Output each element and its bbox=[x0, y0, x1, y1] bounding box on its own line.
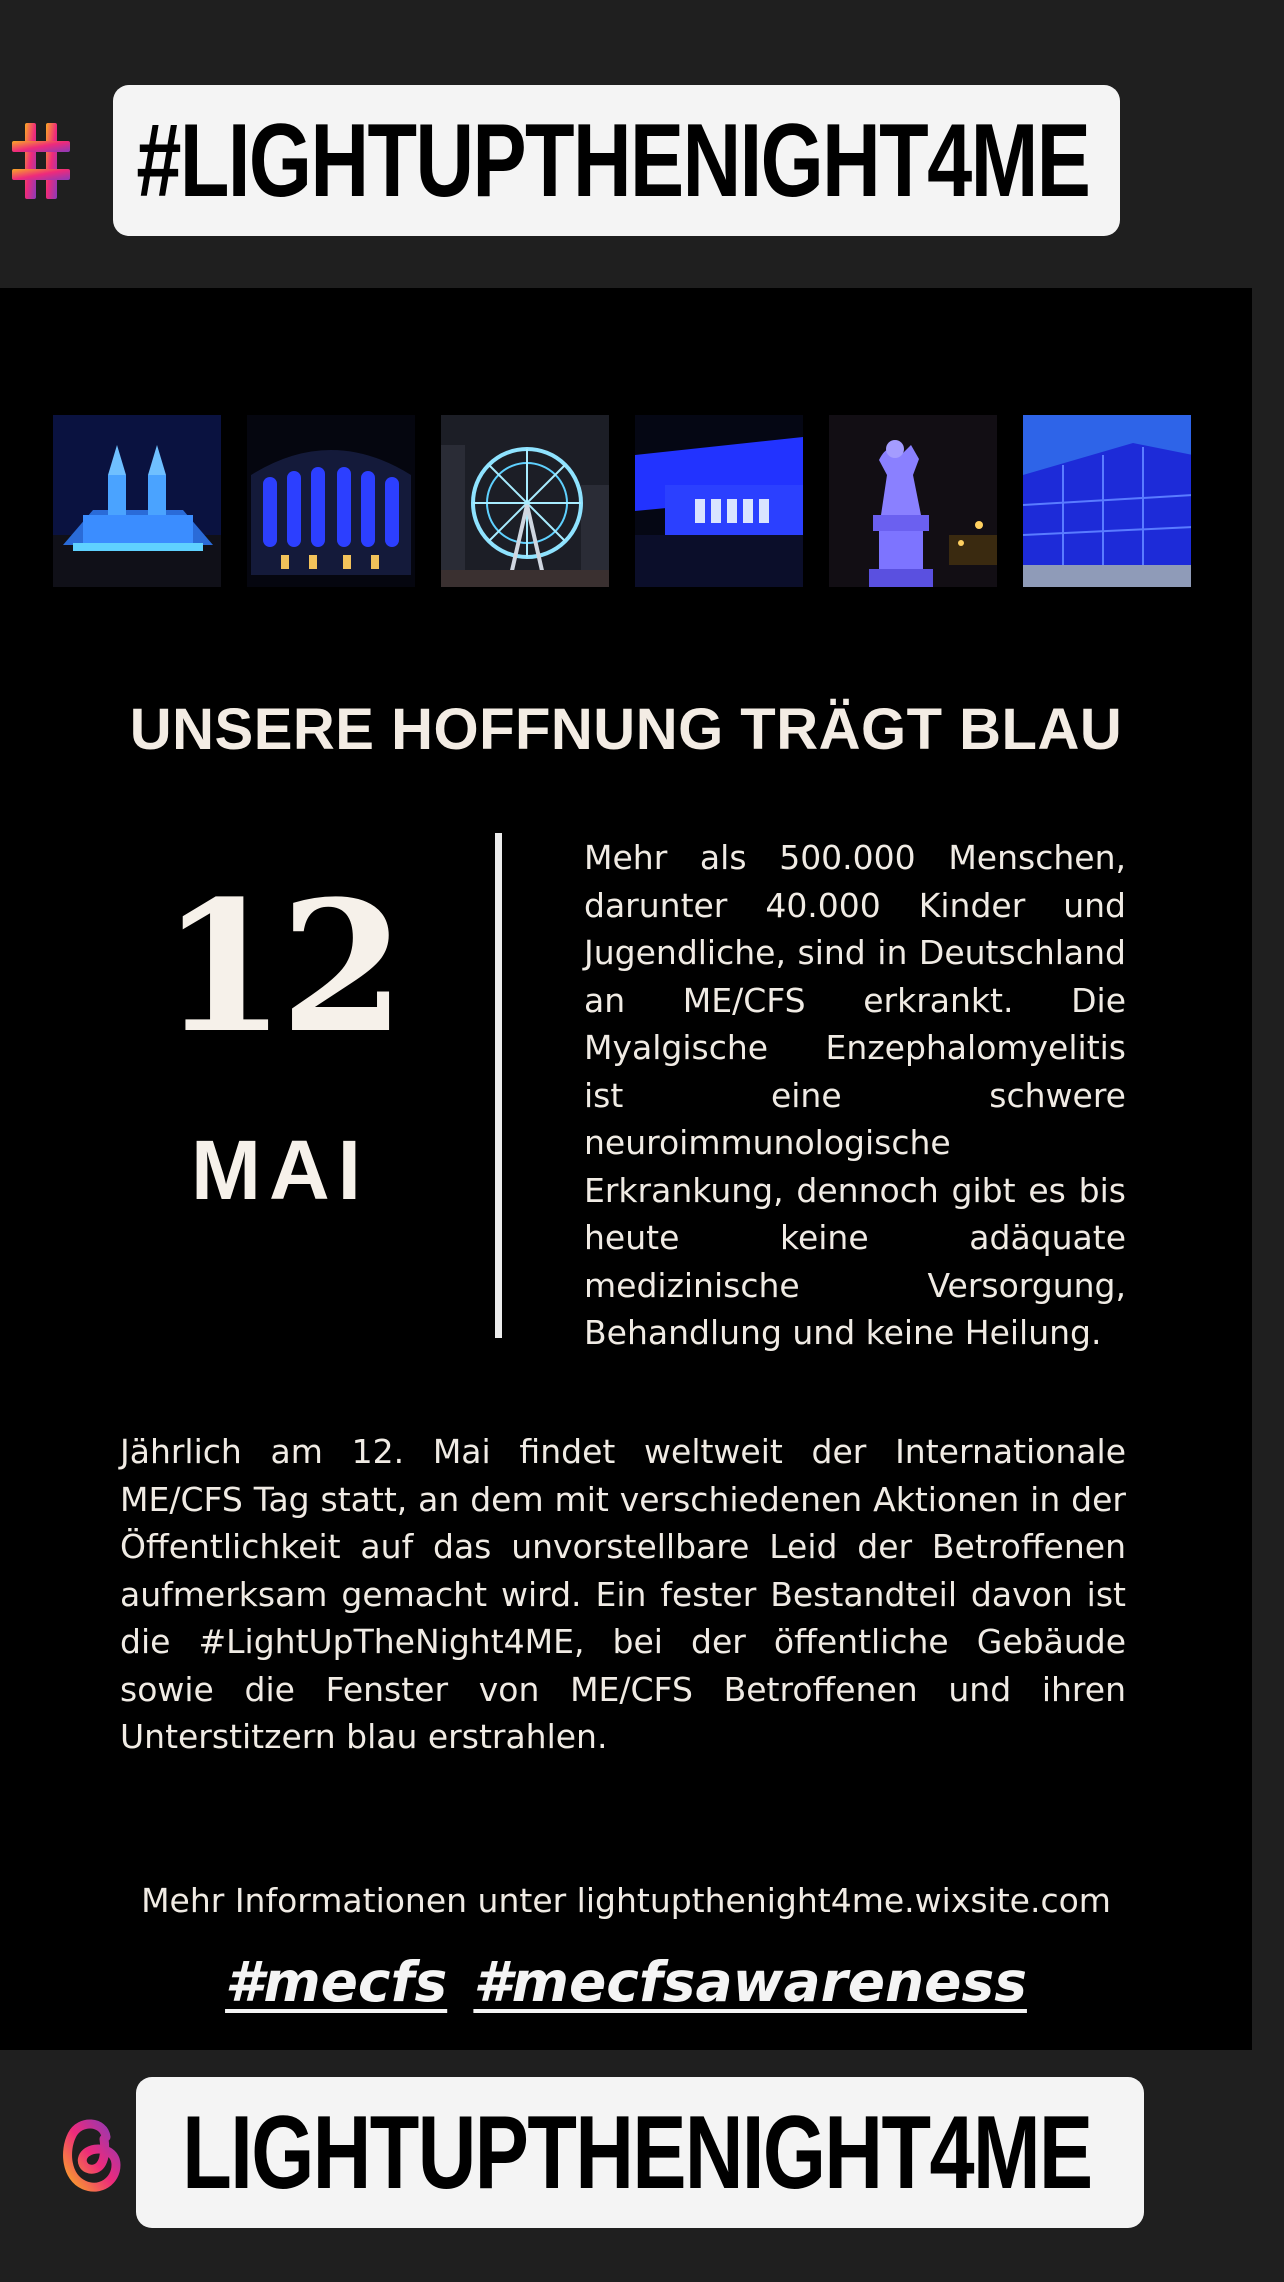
photo-ferris-wheel bbox=[441, 415, 609, 587]
photo-strip bbox=[53, 415, 1193, 587]
more-info-link[interactable]: Mehr Informationen unter lightupthenight4me.wixsite.com bbox=[141, 1881, 1111, 1920]
mention-sticker[interactable] bbox=[136, 2077, 1144, 2228]
hashtag-sticker-label: #LIGHTUPTHENIGHT4ME bbox=[136, 102, 1089, 219]
hashtag-sticker[interactable] bbox=[113, 85, 1120, 236]
threads-icon bbox=[60, 2109, 124, 2197]
photo-theatre bbox=[247, 415, 415, 587]
headline: UNSERE HOFFNUNG TRÄGT BLAU bbox=[129, 697, 1123, 762]
mention-sticker-label: LIGHTUPTHENIGHT4ME bbox=[182, 2094, 1092, 2211]
date-day: 12 bbox=[160, 862, 400, 1073]
photo-church bbox=[53, 415, 221, 587]
hashtag-row bbox=[0, 1950, 1252, 2014]
post-image bbox=[0, 288, 1252, 2050]
photo-statue bbox=[829, 415, 997, 587]
date-month: MAI bbox=[191, 1123, 369, 1217]
hashtag-icon bbox=[10, 119, 72, 203]
hashtag-mecfsawareness[interactable]: #mecfsawareness bbox=[473, 1950, 1027, 2014]
photo-building bbox=[635, 415, 803, 587]
divider-line bbox=[495, 833, 502, 1338]
description-paragraph: Jährlich am 12. Mai findet weltweit der Internationale ME/CFS Tag statt, an dem mit verschiedenen Aktionen in der Öffentlichkeit auf das unvorstellbare Leid der Betroffenen aufmerksam gemacht wird. Ein fester Bestandteil davon ist die #LightUpTheNight4ME, bei der öffentliche Gebäude sowie die Fenster von ME/CFS Betroffenen und ihren Unterstitzern blau erstrahlen. bbox=[120, 1432, 1126, 1756]
hashtag-mecfs[interactable]: #mecfs bbox=[225, 1950, 448, 2014]
photo-glass-building bbox=[1023, 415, 1191, 587]
info-text: Mehr als 500.000 Menschen, darunter 40.000 Kinder und Jugendliche, sind in Deutschland an ME/CFS erkrankt. Die Myalgische Enzephalomyelitis ist eine schwere neuroimmunologische Erkrankung, dennoch gibt es bis heute keine adäquate medizinische Versorgung, Behandlung und keine Heilung. bbox=[584, 838, 1126, 1352]
